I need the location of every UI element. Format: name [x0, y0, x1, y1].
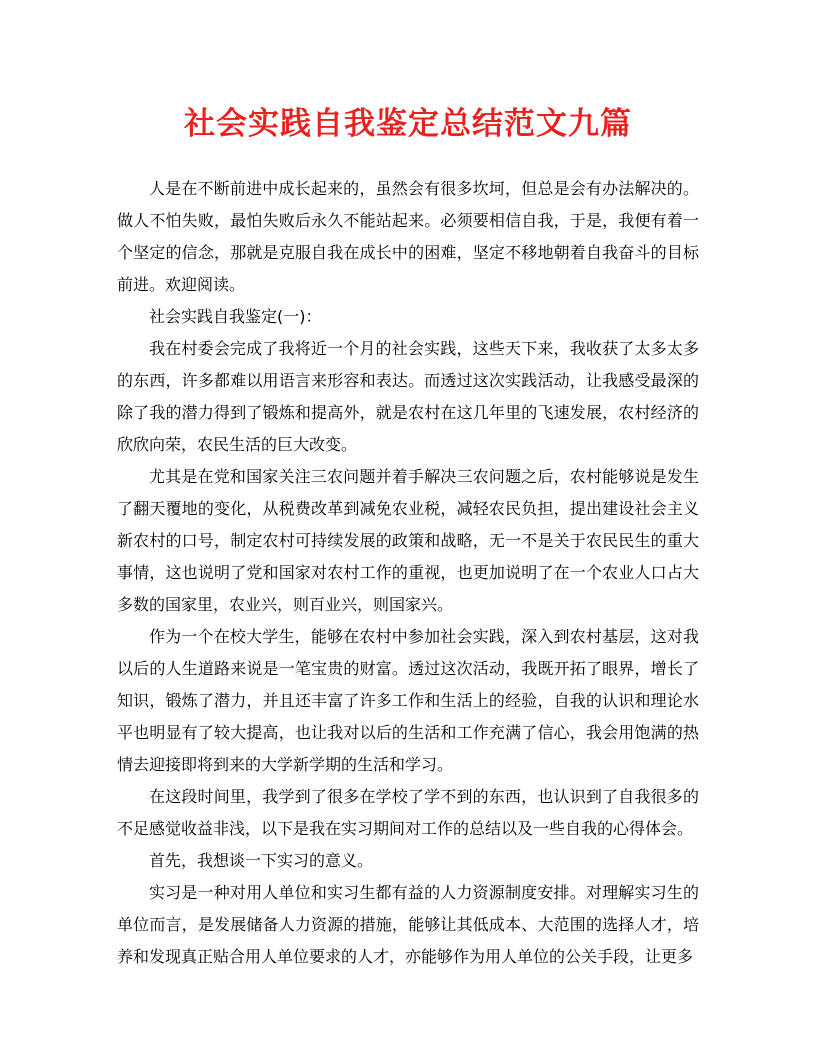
paragraph: 实习是一种对用人单位和实习生都有益的人力资源制度安排。对理解实习生的单位而言，是发展储备人力资源的措施，能够让其低成本、大范围的选择人才，培养和发现真正贴合用人单位要求的人才，亦能够作为用人单位的公关手段，让更多 — [117, 883, 699, 966]
paragraph: 尤其是在党和国家关注三农问题并着手解决三农问题之后，农村能够说是发生了翻天覆地的变化，从税费改革到减免农业税，减轻农民负担，提出建设社会主义新农村的口号，制定农村可持续发展的政策和战略，无一不是关于农民民生的重大事情，这也说明了党和国家对农村工作的重视，也更加说明了在一个农业人口占大多数的国家里，农业兴，则百业兴，则国家兴。 — [117, 467, 699, 614]
paragraph-section-heading: 社会实践自我鉴定(一)： — [149, 307, 322, 326]
paragraph: 在这段时间里，我学到了很多在学校了学不到的东西，也认识到了自我很多的不足感觉收益非浅，以下是我在实习期间对工作的总结以及一些自我的心得体会。 — [117, 787, 699, 838]
document-body — [117, 173, 699, 973]
paragraph: 我在村委会完成了我将近一个月的社会实践，这些天下来，我收获了太多太多的东西，许多都难以用语言来形容和表达。而透过这次实践活动，让我感受最深的除了我的潜力得到了锻炼和提高外，就是农村在这几年里的飞速发展，农村经济的欣欣向荣，农民生活的巨大改变。 — [117, 339, 699, 454]
paragraph: 首先，我想谈一下实习的意义。 — [149, 851, 374, 870]
document-title: 社会实践自我鉴定总结范文九篇 — [184, 106, 632, 142]
paragraph: 作为一个在校大学生，能够在农村中参加社会实践，深入到农村基层，这对我以后的人生道路来说是一笔宝贵的财富。透过这次活动，我既开拓了眼界，增长了知识，锻炼了潜力，并且还丰富了许多工作和生活上的经验，自我的认识和理论水平也明显有了较大提高，也让我对以后的生活和工作充满了信心，我会用饱满的热情去迎接即将到来的大学新学期的生活和学习。 — [117, 627, 699, 774]
paragraph-intro: 人是在不断前进中成长起来的，虽然会有很多坎坷，但总是会有办法解决的。做人不怕失败，最怕失败后永久不能站起来。必须要相信自我，于是，我便有着一个坚定的信念，那就是克服自我在成长中的困难，坚定不移地朝着自我奋斗的目标前进。欢迎阅读。 — [117, 179, 699, 294]
